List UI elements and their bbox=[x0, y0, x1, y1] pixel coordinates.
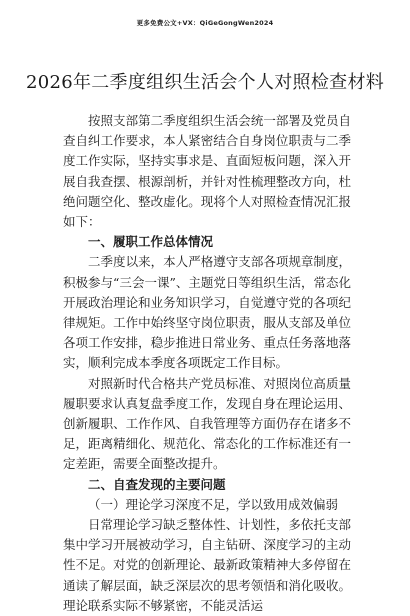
section2-heading: 二、自查发现的主要问题 bbox=[88, 476, 226, 492]
document-body bbox=[63, 111, 351, 616]
section1-paragraph-1: 二季度以来，本人严格遵守支部各项规章制度，积极参与“三会一课”、主题党日等组织生活，常态化开展政治理论和业务知识学习，自觉遵守党的各项纪律规矩。工作中始终坚守岗位职责，服从支部及单位各项工作安排，稳步推进日常业务、重点任务落地落实，顺利完成本季度各项既定工作目标。 bbox=[63, 254, 351, 371]
document-title: 2026年二季度组织生活会个人对照检查材料 bbox=[25, 72, 385, 93]
section2-paragraph-1: 日常理论学习缺乏整体性、计划性，多依托支部集中学习开展被动学习，自主钻研、深度学习的主动性不足。对党的创新理论、最新政策精神大多停留在通读了解层面，缺乏深层次的思考领悟和消化吸收。理论联系实际不够紧密，不能灵活运 bbox=[63, 517, 351, 613]
section2-subheading-1: （一）理论学习深度不足，学以致用成效偏弱 bbox=[88, 496, 339, 512]
intro-paragraph: 按照支部第二季度组织生活会统一部署及党员自查自纠工作要求，本人紧密结合自身岗位职责与二季度工作实际，坚持实事求是、直面短板问题，深入开展自我查摆、根源剖析，并针对性梳理整改方向，杜绝问题空化、整改虚化。现将个人对照检查情况汇报如下： bbox=[63, 113, 351, 230]
section1-heading: 一、履职工作总体情况 bbox=[88, 234, 214, 250]
header-note: 更多免费公文+VX：QiGeGongWen2024 bbox=[136, 19, 274, 27]
section1-paragraph-2: 对照新时代合格共产党员标准、对照岗位高质量履职要求认真复盘季度工作，发现自身在理论运用、创新履职、工作作风、自我管理等方面仍存在诸多不足，距离精细化、规范化、常态化的工作标准还有一定差距，需要全面整改提升。 bbox=[63, 375, 351, 472]
